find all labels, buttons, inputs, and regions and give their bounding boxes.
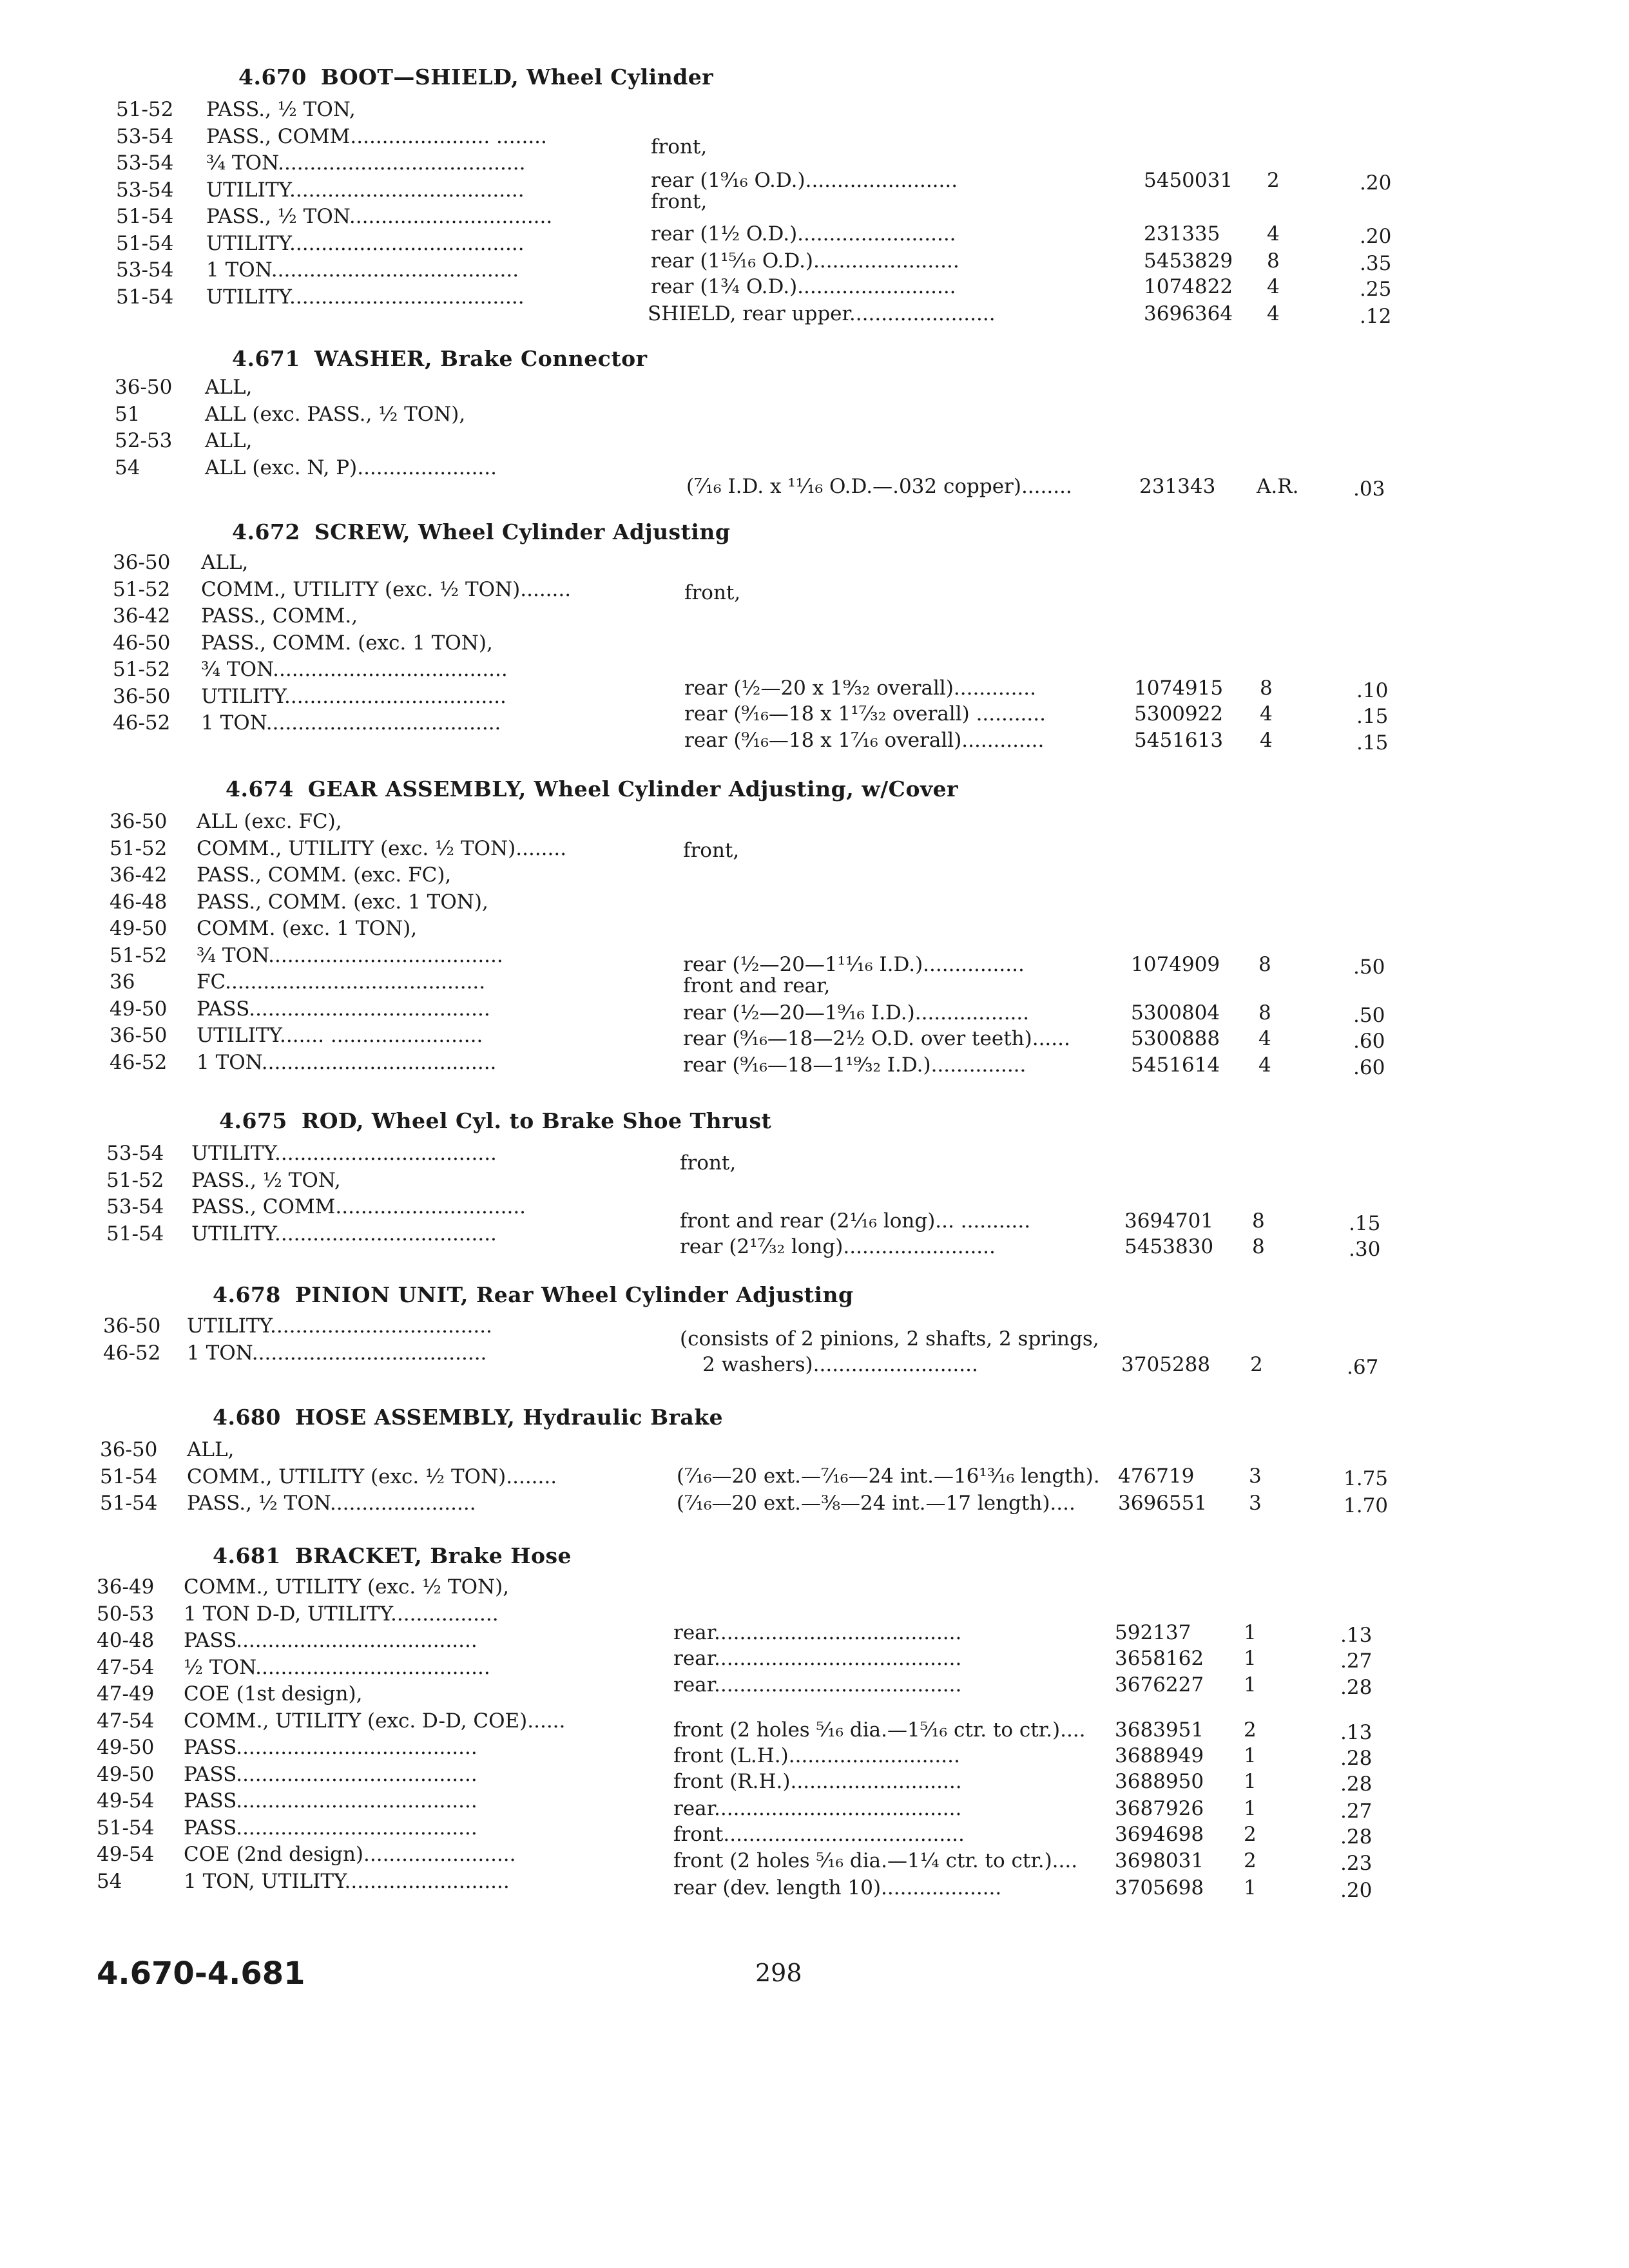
- model-years: 36-42: [110, 863, 168, 887]
- model-years: 46-52: [113, 711, 171, 735]
- model-years: 51-52: [110, 943, 168, 967]
- part-description: front......................................: [673, 1823, 965, 1846]
- application: PASS., COMM.,: [201, 604, 358, 628]
- price: .27: [1340, 1800, 1373, 1823]
- part-description: front,: [651, 135, 708, 159]
- application: ALL,: [187, 1438, 235, 1461]
- quantity: 4: [1267, 222, 1280, 245]
- part-number: 3705288: [1121, 1353, 1211, 1376]
- quantity: 8: [1260, 677, 1273, 700]
- application: PASS......................................: [184, 1789, 477, 1812]
- price: .27: [1340, 1649, 1373, 1673]
- part-number: 231335: [1144, 222, 1220, 245]
- price: .23: [1340, 1852, 1373, 1875]
- part-description: 2 washers)..........................: [702, 1353, 978, 1376]
- part-number: 3688949: [1115, 1744, 1204, 1767]
- application: ALL (exc. N, P)......................: [205, 456, 497, 479]
- part-description: rear.......................................: [673, 1621, 962, 1644]
- section-title: GEAR ASSEMBLY, Wheel Cylinder Adjusting, w/Cover: [307, 776, 959, 802]
- application: 1 TON D-D, UTILITY.................: [184, 1602, 499, 1626]
- application: PASS., ½ TON,: [191, 1168, 341, 1192]
- section-heading: [213, 1282, 854, 1307]
- model-years: 53-54: [106, 1142, 164, 1165]
- part-description: rear (½—20 x 1⁹⁄₃₂ overall).............: [684, 677, 1036, 700]
- price: .20: [1360, 225, 1392, 248]
- model-years: 47-54: [97, 1709, 155, 1733]
- part-number: 3694701: [1124, 1209, 1214, 1233]
- application: PASS., COMM. (exc. FC),: [197, 863, 452, 887]
- part-description: front (2 holes ⁵⁄₁₆ dia.—1⁵⁄₁₆ ctr. to ctr.)....: [673, 1718, 1086, 1742]
- part-number: 5451613: [1134, 729, 1224, 752]
- part-description: front (L.H.)...........................: [673, 1744, 960, 1767]
- section-number: 4.678: [213, 1282, 281, 1307]
- part-description: rear (2¹⁷⁄₃₂ long)........................: [680, 1235, 996, 1258]
- section-heading: [219, 1108, 771, 1133]
- quantity: 8: [1252, 1235, 1265, 1258]
- application: PASS......................................: [197, 997, 490, 1021]
- application: UTILITY...................................: [191, 1222, 497, 1245]
- application: ALL,: [205, 376, 253, 399]
- quantity: 1: [1244, 1621, 1257, 1644]
- price: .50: [1353, 956, 1385, 979]
- part-description: (⁷⁄₁₆—20 ext.—⅜—24 int.—17 length)....: [677, 1492, 1075, 1515]
- section-title: PINION UNIT, Rear Wheel Cylinder Adjusting: [294, 1282, 854, 1307]
- model-years: 36-50: [100, 1438, 158, 1461]
- part-description: (consists of 2 pinions, 2 shafts, 2 springs,: [680, 1327, 1099, 1350]
- model-years: 51-54: [97, 1816, 155, 1840]
- price: .50: [1353, 1004, 1385, 1027]
- model-years: 51-54: [100, 1465, 158, 1488]
- section-title: BRACKET, Brake Hose: [294, 1543, 572, 1568]
- quantity: 4: [1258, 1027, 1271, 1050]
- application: ¾ TON.....................................: [197, 943, 503, 967]
- quantity: 8: [1267, 249, 1280, 273]
- model-years: 36-50: [113, 551, 171, 574]
- model-years: 40-48: [97, 1629, 155, 1652]
- part-number: 3658162: [1115, 1647, 1204, 1670]
- part-number: 3687926: [1115, 1797, 1204, 1820]
- application: PASS......................................: [184, 1762, 477, 1786]
- price: .12: [1360, 305, 1392, 328]
- quantity: 2: [1244, 1823, 1257, 1846]
- quantity: 2: [1244, 1849, 1257, 1872]
- part-description: rear (½—20—1⁹⁄₁₆ I.D.)..................: [683, 1001, 1030, 1024]
- quantity: 1: [1244, 1673, 1257, 1696]
- application: 1 TON.......................................: [206, 258, 519, 282]
- model-years: 49-50: [97, 1762, 155, 1786]
- part-description: rear (dev. length 10)...................: [673, 1876, 1002, 1899]
- application: ALL,: [205, 429, 253, 452]
- part-description: front,: [683, 839, 740, 862]
- price: .13: [1340, 1624, 1373, 1647]
- part-number: 3696364: [1144, 302, 1233, 325]
- application: 1 TON, UTILITY..........................: [184, 1869, 510, 1893]
- price: 1.75: [1344, 1467, 1389, 1490]
- model-years: 54: [115, 456, 140, 479]
- model-years: 51-54: [106, 1222, 164, 1245]
- model-years: 51-52: [113, 658, 171, 681]
- model-years: 50-53: [97, 1602, 155, 1626]
- section-heading: [213, 1405, 723, 1430]
- part-description: front (2 holes ⁵⁄₁₆ dia.—1¼ ctr. to ctr.)....: [673, 1849, 1078, 1872]
- model-years: 46-52: [103, 1341, 161, 1365]
- model-years: 36-50: [115, 376, 173, 399]
- application: PASS., COMM...................... ........: [206, 124, 547, 148]
- application: PASS., ½ TON................................: [206, 205, 553, 228]
- page-number: 298: [755, 1959, 802, 1987]
- application: PASS., COMM..............................: [191, 1195, 526, 1218]
- model-years: 51-54: [116, 285, 174, 309]
- part-description: front,: [680, 1151, 737, 1175]
- section-title: SCREW, Wheel Cylinder Adjusting: [314, 519, 731, 544]
- application: PASS......................................: [184, 1736, 477, 1759]
- part-description: rear (⁹⁄₁₆—18—2½ O.D. over teeth)......: [683, 1027, 1070, 1050]
- part-number: 3688950: [1115, 1770, 1204, 1793]
- application: ALL (exc. PASS., ½ TON),: [205, 402, 466, 426]
- application: UTILITY.....................................: [206, 231, 525, 255]
- application: UTILITY.....................................: [206, 285, 525, 309]
- part-description: rear (1¹⁵⁄₁₆ O.D.).......................: [651, 249, 959, 273]
- price: .15: [1349, 1212, 1381, 1235]
- price: 1.70: [1344, 1494, 1389, 1517]
- model-years: 46-50: [113, 631, 171, 655]
- model-years: 36: [110, 970, 135, 994]
- application: ¾ TON.....................................: [201, 658, 508, 681]
- model-years: 53-54: [116, 178, 174, 202]
- model-years: 49-50: [97, 1736, 155, 1759]
- quantity: 2: [1244, 1718, 1257, 1742]
- model-years: 36-42: [113, 604, 171, 628]
- model-years: 49-50: [110, 917, 168, 940]
- price: .35: [1360, 252, 1392, 275]
- quantity: 4: [1267, 275, 1280, 298]
- section-title: BOOT—SHIELD, Wheel Cylinder: [320, 64, 714, 90]
- price: .03: [1353, 477, 1385, 501]
- model-years: 51-52: [116, 98, 174, 121]
- price: .20: [1360, 171, 1392, 195]
- quantity: 4: [1260, 702, 1273, 726]
- model-years: 51-54: [116, 205, 174, 228]
- application: COMM., UTILITY (exc. ½ TON)........: [187, 1465, 557, 1488]
- section-number: 4.670: [238, 64, 307, 90]
- quantity: 8: [1258, 953, 1271, 976]
- price: .67: [1347, 1356, 1379, 1379]
- price: .28: [1340, 1747, 1373, 1770]
- section-heading: [213, 1543, 572, 1568]
- price: .15: [1356, 731, 1389, 754]
- model-years: 53-54: [116, 124, 174, 148]
- application: UTILITY...................................: [191, 1142, 497, 1165]
- part-description: front,: [651, 190, 708, 213]
- model-years: 36-50: [110, 1024, 168, 1047]
- model-years: 36-49: [97, 1575, 155, 1599]
- section-heading: [238, 64, 713, 90]
- application: COE (2nd design)........................: [184, 1843, 516, 1866]
- application: COMM., UTILITY (exc. ½ TON),: [184, 1575, 510, 1599]
- part-number: 231343: [1139, 475, 1216, 498]
- quantity: 1: [1244, 1647, 1257, 1670]
- application: ALL,: [201, 551, 249, 574]
- part-number: 5300804: [1131, 1001, 1220, 1024]
- model-years: 47-54: [97, 1655, 155, 1679]
- part-number: 3696551: [1118, 1492, 1208, 1515]
- part-number: 5300922: [1134, 702, 1224, 726]
- application: PASS......................................: [184, 1816, 477, 1840]
- model-years: 51-52: [110, 836, 168, 860]
- price: .15: [1356, 705, 1389, 728]
- quantity: 4: [1267, 302, 1280, 325]
- quantity: 4: [1260, 729, 1273, 752]
- quantity: A.R.: [1257, 475, 1299, 498]
- model-years: 53-54: [106, 1195, 164, 1218]
- model-years: 51-52: [113, 577, 171, 601]
- application: PASS......................................: [184, 1629, 477, 1652]
- quantity: 3: [1249, 1492, 1262, 1515]
- model-years: 51-54: [100, 1492, 158, 1515]
- part-description: rear (⁹⁄₁₆—18 x 1⁷⁄₁₆ overall).............: [684, 729, 1045, 752]
- price: .28: [1340, 1825, 1373, 1849]
- quantity: 8: [1258, 1001, 1271, 1024]
- quantity: 1: [1244, 1744, 1257, 1767]
- part-description: rear (1½ O.D.).........................: [651, 222, 956, 245]
- application: ½ TON.....................................: [184, 1655, 490, 1679]
- section-title: ROD, Wheel Cyl. to Brake Shoe Thrust: [301, 1108, 772, 1133]
- model-years: 46-52: [110, 1050, 168, 1074]
- application: UTILITY.....................................: [206, 178, 525, 202]
- application: 1 TON.....................................: [197, 1050, 497, 1074]
- section-range: 4.670-4.681: [97, 1956, 305, 1992]
- model-years: 47-49: [97, 1682, 155, 1706]
- application: COE (1st design),: [184, 1682, 363, 1706]
- part-description: (⁷⁄₁₆—20 ext.—⁷⁄₁₆—24 int.—16¹³⁄₁₆ length).: [677, 1465, 1100, 1488]
- application: 1 TON.....................................: [187, 1341, 487, 1365]
- part-description: SHIELD, rear upper.......................: [648, 302, 996, 325]
- part-description: rear (⁹⁄₁₆—18—1¹⁹⁄₃₂ I.D.)...............: [683, 1053, 1027, 1077]
- part-description: rear (½—20—1¹¹⁄₁₆ I.D.)................: [683, 953, 1025, 976]
- part-number: 592137: [1115, 1621, 1191, 1644]
- model-years: 49-54: [97, 1789, 155, 1812]
- section-number: 4.681: [213, 1543, 281, 1568]
- part-number: 5450031: [1144, 169, 1233, 192]
- part-description: rear.......................................: [673, 1673, 962, 1696]
- model-years: 53-54: [116, 258, 174, 282]
- quantity: 1: [1244, 1876, 1257, 1899]
- section-title: HOSE ASSEMBLY, Hydraulic Brake: [294, 1405, 724, 1430]
- section-number: 4.674: [226, 776, 294, 802]
- part-number: 476719: [1118, 1465, 1195, 1488]
- part-description: front,: [684, 581, 741, 604]
- application: ¾ TON.......................................: [206, 151, 526, 175]
- quantity: 4: [1258, 1053, 1271, 1077]
- part-number: 5300888: [1131, 1027, 1220, 1050]
- part-description: front (R.H.)...........................: [673, 1770, 962, 1793]
- section-heading: [232, 346, 647, 371]
- model-years: 49-54: [97, 1843, 155, 1866]
- section-heading: [232, 519, 730, 544]
- price: .28: [1340, 1676, 1373, 1699]
- part-description: rear (1⁹⁄₁₆ O.D.)........................: [651, 169, 958, 192]
- part-number: 3683951: [1115, 1718, 1204, 1742]
- application: COMM., UTILITY (exc. ½ TON)........: [197, 836, 567, 860]
- quantity: 2: [1267, 169, 1280, 192]
- part-number: 1074822: [1144, 275, 1233, 298]
- part-number: 3705698: [1115, 1876, 1204, 1899]
- part-description: front and rear,: [683, 974, 831, 997]
- quantity: 8: [1252, 1209, 1265, 1233]
- model-years: 51: [115, 402, 140, 426]
- quantity: 1: [1244, 1770, 1257, 1793]
- application: PASS., ½ TON,: [206, 98, 356, 121]
- application: PASS., ½ TON.......................: [187, 1492, 476, 1515]
- part-description: rear (⁹⁄₁₆—18 x 1¹⁷⁄₃₂ overall) ...........: [684, 702, 1046, 726]
- model-years: 49-50: [110, 997, 168, 1021]
- part-description: (⁷⁄₁₆ I.D. x ¹¹⁄₁₆ O.D.—.032 copper)........: [686, 475, 1072, 498]
- part-number: 3698031: [1115, 1849, 1204, 1872]
- model-years: 51-54: [116, 231, 174, 255]
- part-description: front and rear (2¹⁄₁₆ long)... ...........: [680, 1209, 1031, 1233]
- section-number: 4.671: [232, 346, 300, 371]
- part-description: rear.......................................: [673, 1797, 962, 1820]
- application: UTILITY...................................: [201, 684, 506, 708]
- part-description: rear (1¾ O.D.).........................: [651, 275, 956, 298]
- application: PASS., COMM. (exc. 1 TON),: [197, 890, 488, 914]
- part-number: 5453829: [1144, 249, 1233, 273]
- model-years: 54: [97, 1869, 122, 1893]
- section-number: 4.675: [219, 1108, 287, 1133]
- application: 1 TON.....................................: [201, 711, 501, 735]
- section-number: 4.680: [213, 1405, 281, 1430]
- application: ALL (exc. FC),: [197, 810, 342, 833]
- part-number: 1074909: [1131, 953, 1220, 976]
- model-years: 51-52: [106, 1168, 164, 1192]
- part-number: 5451614: [1131, 1053, 1220, 1077]
- model-years: 52-53: [115, 429, 173, 452]
- application: UTILITY...................................: [187, 1314, 492, 1338]
- quantity: 3: [1249, 1465, 1262, 1488]
- price: .28: [1340, 1773, 1373, 1796]
- price: .25: [1360, 278, 1392, 301]
- price: .10: [1356, 679, 1389, 702]
- section-title: WASHER, Brake Connector: [314, 346, 648, 371]
- application: UTILITY....... ........................: [197, 1024, 483, 1047]
- model-years: 36-50: [113, 684, 171, 708]
- application: COMM., UTILITY (exc. D-D, COE)......: [184, 1709, 566, 1733]
- section-number: 4.672: [232, 519, 300, 544]
- price: .30: [1349, 1238, 1381, 1261]
- application: PASS., COMM. (exc. 1 TON),: [201, 631, 493, 655]
- section-heading: [226, 776, 958, 802]
- application: FC.........................................: [197, 970, 486, 994]
- model-years: 36-50: [103, 1314, 161, 1338]
- price: .60: [1353, 1056, 1385, 1079]
- model-years: 46-48: [110, 890, 168, 914]
- model-years: 36-50: [110, 810, 168, 833]
- part-description: rear.......................................: [673, 1647, 962, 1670]
- application: COMM., UTILITY (exc. ½ TON)........: [201, 577, 572, 601]
- model-years: 53-54: [116, 151, 174, 175]
- price: .13: [1340, 1721, 1373, 1744]
- part-number: 3676227: [1115, 1673, 1204, 1696]
- part-number: 1074915: [1134, 677, 1224, 700]
- quantity: 2: [1250, 1353, 1263, 1376]
- price: .20: [1340, 1879, 1373, 1902]
- part-number: 5453830: [1124, 1235, 1214, 1258]
- price: .60: [1353, 1030, 1385, 1053]
- part-number: 3694698: [1115, 1823, 1204, 1846]
- application: COMM. (exc. 1 TON),: [197, 917, 418, 940]
- quantity: 1: [1244, 1797, 1257, 1820]
